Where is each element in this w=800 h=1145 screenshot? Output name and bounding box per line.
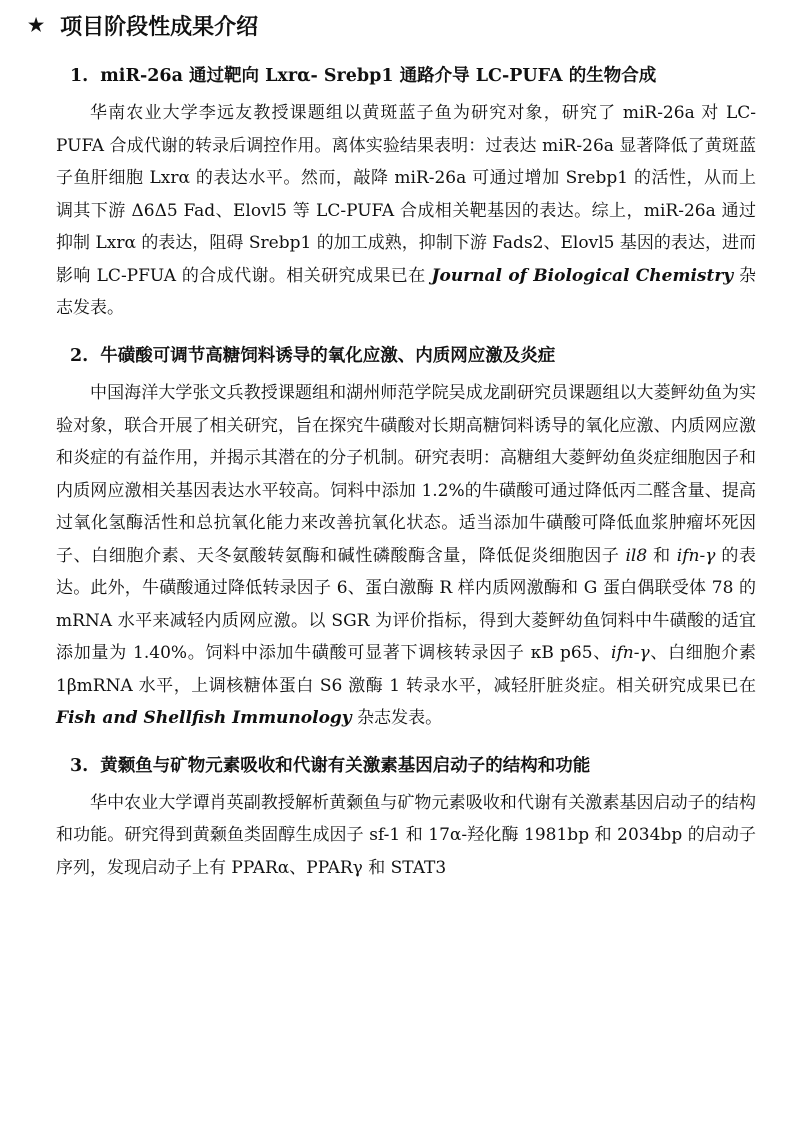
star-icon: ★ bbox=[28, 15, 45, 36]
item-2-text-c: 、白细胞介素 1βmRNA 水平，上调核糖体蛋白 S6 激酶 1 转录水平，减轻肝脏炎症。相关研究成果已在 bbox=[56, 643, 756, 696]
item-3-title-text: 黄颡鱼与矿物元素吸收和代谢有关激素基因启动子的结构和功能 bbox=[100, 755, 591, 776]
item-3-body bbox=[56, 787, 756, 885]
item-2-number: 2. bbox=[70, 345, 89, 366]
item-2-text-b: 的表达。此外，牛磺酸通过降低转录因子 6、蛋白激酶 R 样内质网激酶和 G 蛋白偶联受体 78 的 mRNA 水平来减轻内质网应激。以 SGR 为评价指标，得到大菱鲆幼鱼饲料中牛磺酸的适宜添加量为 1.40%。饲料中添加牛磺酸可显著下调核转录因子 κB p65、 bbox=[56, 545, 757, 663]
item-3-text-a: 华中农业大学谭肖英副教授解析黄颡鱼与矿物元素吸收和代谢有关激素基因启动子的结构和功能。研究得到黄颡鱼类固醇生成因子 sf-1 和 17α-羟化酶 1981bp 和 2034bp 的启动子序列，发现启动子上有 PPARα、PPARγ 和 STAT3 bbox=[56, 792, 756, 878]
section-heading bbox=[28, 10, 756, 41]
item-3-number: 3. bbox=[70, 755, 89, 776]
item-2-title bbox=[70, 343, 756, 369]
item-2-journal: Fish and Shellfish Immunology bbox=[56, 708, 352, 728]
item-3-title bbox=[70, 753, 756, 779]
item-1-text-a: 华南农业大学李远友教授课题组以黄斑蓝子鱼为研究对象，研究了 miR-26a 对 LC-PUFA 合成代谢的转录后调控作用。离体实验结果表明：过表达 miR-26a 显著降低了黄斑蓝子鱼肝细胞 Lxrα 的表达水平。然而，敲降 miR-26a 可通过增加 Srebp1 的活性，从而上调其下游 Δ6Δ5 Fad、Elovl5 等 LC-PUFA 合成相关靶基因的表达。综上，miR-26a 通过抑制 Lxrα 的表达，阻碍 Srebp1 的加工成熟，抑制下游 Fads2、Elovl5 基因的表达，进而影响 LC-PFUA 的合成代谢。相关研究成果已在 bbox=[56, 103, 756, 286]
item-1-title bbox=[70, 63, 756, 89]
gene-il8: il8 bbox=[625, 545, 648, 566]
item-2-and: 和 bbox=[647, 545, 677, 566]
gene-ifn-gamma: ifn-γ bbox=[676, 545, 716, 566]
item-2-body bbox=[56, 377, 756, 735]
item-2-title-text: 牛磺酸可调节高糖饲料诱导的氧化应激、内质网应激及炎症 bbox=[100, 345, 556, 366]
section-title: 项目阶段性成果介绍 bbox=[60, 14, 259, 40]
item-2-text-a: 中国海洋大学张文兵教授课题组和湖州师范学院吴成龙副研究员课题组以大菱鲆幼鱼为实验对象，联合开展了相关研究，旨在探究牛磺酸对长期高糖饲料诱导的氧化应激、内质网应激和炎症的有益作用，并揭示其潜在的分子机制。研究表明：高糖组大菱鲆幼鱼炎症细胞因子和内质网应激相关基因表达水平较高。饲料中添加 1.2%的牛磺酸可通过降低丙二醛含量、提高过氧化氢酶活性和总抗氧化能力来改善抗氧化状态。适当添加牛磺酸可降低血浆肿瘤坏死因子、白细胞介素、天冬氨酸转氨酶和碱性磷酸酶含量，降低促炎细胞因子 bbox=[56, 383, 756, 566]
item-1-text-b: 杂志发表。 bbox=[56, 265, 757, 319]
gene-ifn-gamma-2: ifn-γ bbox=[611, 643, 650, 663]
item-1-journal: Journal of Biological Chemistry bbox=[431, 265, 734, 286]
item-2-text-d: 杂志发表。 bbox=[351, 708, 443, 728]
item-1-title-text: miR-26a 通过靶向 Lxrα- Srebp1 通路介导 LC-PUFA 的生物合成 bbox=[100, 66, 657, 86]
item-1-number: 1. bbox=[70, 66, 89, 86]
item-1-body bbox=[56, 97, 756, 325]
